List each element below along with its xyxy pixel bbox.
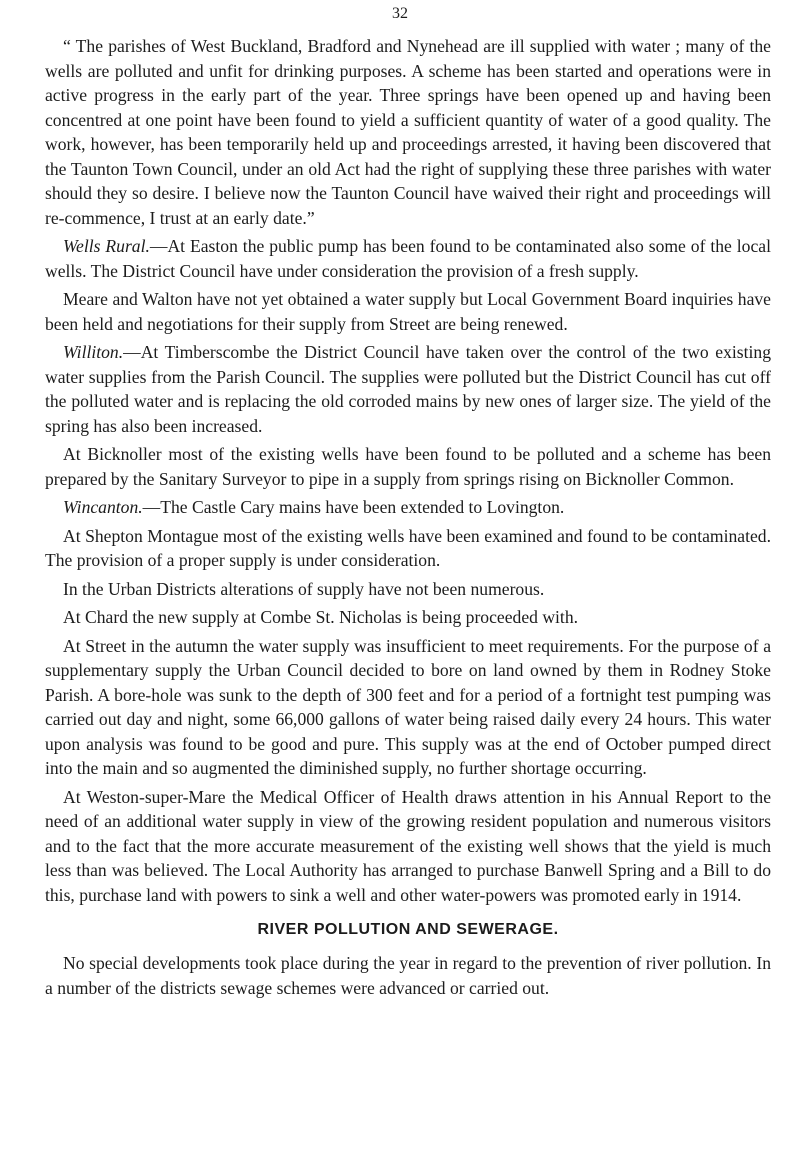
paragraph-wells-rural [45,234,771,283]
paragraph-text: —At Easton the public pump has been found to be contaminated also some of the local wells. The District Council have under consideration the provision of a fresh supply. [45,236,771,281]
section-heading: RIVER POLLUTION AND SEWERAGE. [257,921,559,938]
paragraph-wincanton [45,495,771,520]
document-body [45,34,771,1000]
paragraph-river-pollution [45,951,771,1000]
paragraph-street [45,634,771,781]
paragraph-west-buckland [45,34,771,230]
paragraph-weston-super-mare [45,785,771,908]
district-label: Wincanton. [63,497,143,517]
paragraph-shepton-montague [45,524,771,573]
paragraph-chard [45,605,771,630]
paragraph-text: At Street in the autumn the water supply was insufficient to meet requirements. For the purpose of a supplementary supply the Urban Council decided to bore on land owned by them in Rodney Stoke Parish. A bore-hole was sunk to the depth of 300 feet and for a period of a fortnight test pumping was carried out day and night, some 66,000 gallons of water being raised daily every 24 hours. This water upon analysis was found to be good and pure. This supply was at the end of October pumped direct into the main and so augmented the diminished supply, no further shortage occurring. [45,635,771,778]
paragraph-bicknoller [45,442,771,491]
paragraph-text: —At Timberscombe the District Council have taken over the control of the two existing water supplies from the Parish Council. The supplies were polluted but the District Council has cut off the polluted water and is replacing the old corroded mains by new ones of larger size. The yield of the spring has also been increased. [45,342,771,436]
paragraph-text: At Weston-super-Mare the Medical Officer of Health draws attention in his Annual Report to the need of an additional water supply in view of the growing resident population and numerous visitors and to the fact that the more accurate measurement of the existing well shows that the yield is much less than was believed. The Local Authority has arranged to purchase Banwell Spring and a Bill to do this, purchase land with powers to sink a well and other water-powers was promoted early in 1914. [45,786,771,905]
paragraph-text: At Bicknoller most of the existing wells have been found to be polluted and a scheme has been prepared by the Sanitary Surveyor to pipe in a supply from springs rising on Bicknoller Common. [45,444,771,489]
paragraph-williton [45,340,771,438]
paragraph-text: Meare and Walton have not yet obtained a water supply but Local Government Board inquiries have been held and negotiations for their supply from Street are being renewed. [45,289,771,334]
paragraph-text: At Chard the new supply at Combe St. Nicholas is being proceeded with. [63,607,579,627]
district-label: Williton. [63,342,124,362]
paragraph-text: In the Urban Districts alterations of supply have not been numerous. [63,578,545,599]
paragraph-text: —The Castle Cary mains have been extended to Lovington. [142,497,565,517]
paragraph-urban-districts [45,577,771,602]
paragraph-text: At Shepton Montague most of the existing wells have been examined and found to be contaminated. The provision of a proper supply is under consideration. [45,525,771,570]
paragraph-text: “ The parishes of West Buckland, Bradford and Nynehead are ill supplied with water ; many of the wells are polluted and unfit for drinking purposes. A scheme has been started and operations were in active progress in the early part of the year. Three springs have been opened up and having been concentred at one point have been found to yield a sufficient quantity of water of a good quality. The work, however, has been temporarily held up and proceedings arrested, it having been discovered that the Taunton Town Council, under an old Act had the right of supplying these three parishes with water should they so desire. I believe now the Taunton Council have waived their right and proceedings will re-commence, I trust at an early date.” [45,36,771,228]
paragraph-meare-walton [45,287,771,336]
paragraph-text: No special developments took place during the year in regard to the prevention of river pollution. In a number of the districts sewage schemes were advanced or carried out. [45,953,771,998]
page-number: 32 [392,5,408,22]
district-label: Wells Rural. [63,236,150,256]
